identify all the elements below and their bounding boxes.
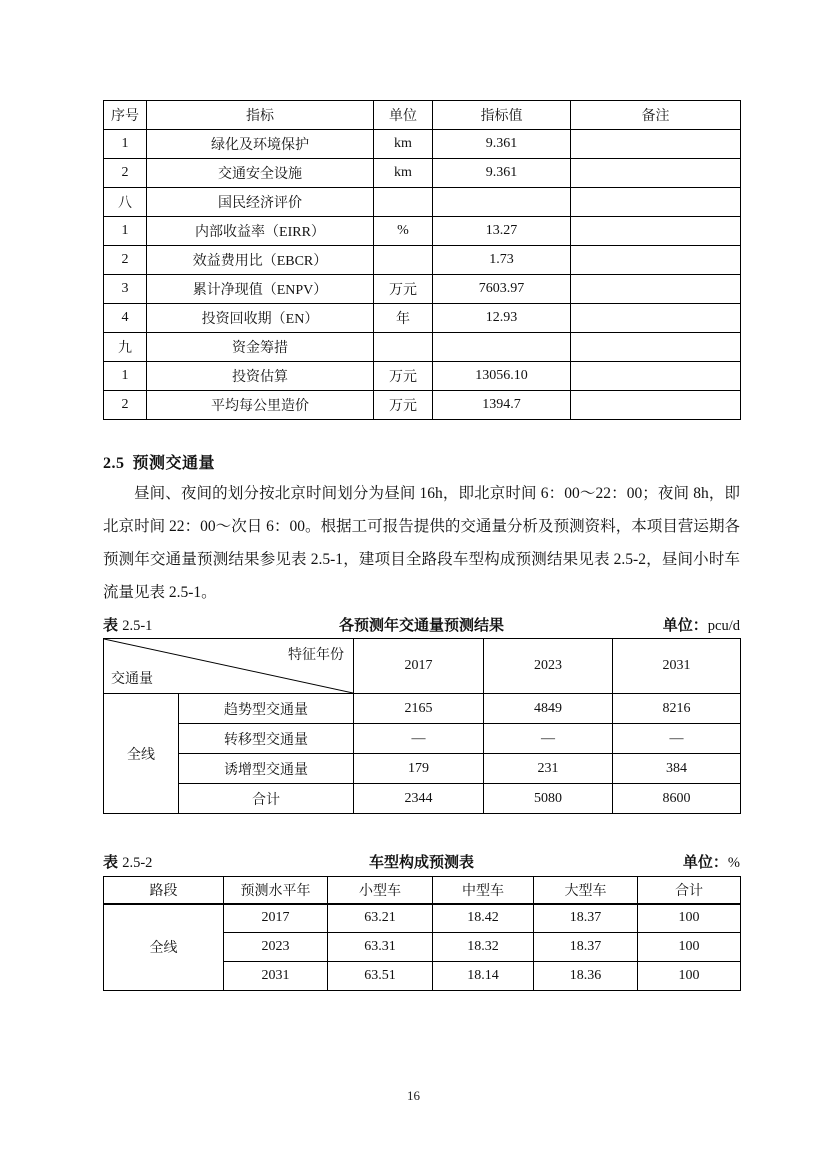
traffic-forecast-table [103,638,741,814]
table-cell: 231 [484,754,613,784]
column-header: 单位 [374,101,433,130]
table-cell [374,246,433,275]
table-cell [571,391,741,420]
table-cell: 5080 [484,784,613,814]
row-label: 合计 [179,784,354,814]
table-cell: 累计净现值（ENPV） [147,275,374,304]
table-cell: 年 [374,304,433,333]
page-number: 16 [407,1088,420,1103]
column-header: 序号 [104,101,147,130]
table-cell: 2031 [224,962,328,991]
table-cell [571,246,741,275]
table-cell: 179 [354,754,484,784]
table-cell: 18.36 [534,962,638,991]
table-row [104,159,741,188]
table-cell: 13.27 [433,217,571,246]
table-cell [571,159,741,188]
table-cell: 13056.10 [433,362,571,391]
table-cell: 63.31 [328,933,433,962]
table-cell [433,188,571,217]
table-cell: 100 [638,962,741,991]
year-header: 2017 [354,639,484,694]
table-cell: 63.51 [328,962,433,991]
table-cell: 1394.7 [433,391,571,420]
table-row [104,904,741,933]
table-cell: 平均每公里造价 [147,391,374,420]
table-cell: 2 [104,159,147,188]
column-header: 大型车 [534,877,638,904]
table-cell: km [374,130,433,159]
table-caption [103,850,740,872]
table-cell: 18.32 [433,933,534,962]
row-label: 诱增型交通量 [179,754,354,784]
table-cell: 2023 [224,933,328,962]
table-cell [433,333,571,362]
table-title: 车型构成预测表 [368,854,474,871]
diagonal-top-label: 特征年份 [288,648,344,663]
table-cell: 18.37 [534,904,638,933]
table-row [104,304,741,333]
table-cell: 1.73 [433,246,571,275]
column-header: 中型车 [433,877,534,904]
table-row [104,391,741,420]
table-cell: 1 [104,130,147,159]
table-cell [571,333,741,362]
column-header: 小型车 [328,877,433,904]
column-header: 路段 [104,877,224,904]
row-label: 转移型交通量 [179,724,354,754]
table-cell: 投资估算 [147,362,374,391]
table-cell [374,188,433,217]
table-cell: 4 [104,304,147,333]
table-cell: 1 [104,362,147,391]
table-row [104,754,741,784]
table-row [104,246,741,275]
table-cell: 2 [104,246,147,275]
table-label: 表 2.5-1 [103,617,153,634]
table-caption [103,613,740,635]
table-unit: 单位：pcu/d [662,617,740,634]
table-cell [571,217,741,246]
table-cell: 9.361 [433,159,571,188]
table-row [104,275,741,304]
table-cell: 效益费用比（EBCR） [147,246,374,275]
table-cell [571,188,741,217]
table-cell: 绿化及环境保护 [147,130,374,159]
table-row [104,188,741,217]
table-row [104,784,741,814]
section-number: 2.5 [103,455,125,472]
table-cell: 18.37 [534,933,638,962]
diagonal-bottom-label: 交通量 [111,672,153,687]
table-cell: 投资回收期（EN） [147,304,374,333]
year-header: 2023 [484,639,613,694]
table-cell: 18.14 [433,962,534,991]
column-header: 预测水平年 [224,877,328,904]
table-cell: 万元 [374,362,433,391]
table-cell: 12.93 [433,304,571,333]
table-header-row [104,877,741,904]
table-row [104,362,741,391]
table-cell: 2 [104,391,147,420]
table-cell: 100 [638,904,741,933]
body-paragraph: 昼间、夜间的划分按北京时间划分为昼间 16h，即北京时间 6：00～22：00；夜间 8h，即北京时间 22：00～次日 6：00。根据工可报告提供的交通量分析及预测资料，本项目营运期各预测年交通量预测结果参见表 2.5-1，建项目全路段车型构成预测结果见表 2.5-2，昼间小时车流量见表 2.5-1。 [103,485,740,601]
table-cell: 8600 [613,784,741,814]
year-header: 2031 [613,639,741,694]
table-cell: km [374,159,433,188]
group-cell: 全线 [104,904,224,991]
table-cell: — [484,724,613,754]
table-cell [571,304,741,333]
table-cell: 2165 [354,694,484,724]
column-header: 指标 [147,101,374,130]
table-cell [571,275,741,304]
column-header: 合计 [638,877,741,904]
page-content [103,100,740,991]
table-cell: 8216 [613,694,741,724]
table-cell: 万元 [374,391,433,420]
row-label: 趋势型交通量 [179,694,354,724]
table-cell: 18.42 [433,904,534,933]
table-cell: 63.21 [328,904,433,933]
table-cell: 7603.97 [433,275,571,304]
table-cell [374,333,433,362]
table-cell: 2344 [354,784,484,814]
section-heading [103,450,740,472]
column-header: 指标值 [433,101,571,130]
summary-table [103,100,741,420]
table-cell: 384 [613,754,741,784]
table-label: 表 2.5-2 [103,854,153,871]
table-unit: 单位：% [682,854,740,871]
table-cell: 九 [104,333,147,362]
table-cell: 1 [104,217,147,246]
table-cell: 4849 [484,694,613,724]
table-cell: 国民经济评价 [147,188,374,217]
table-header-row [104,101,741,130]
table-title: 各预测年交通量预测结果 [338,617,504,634]
table-header-row [104,639,741,694]
table-row [104,217,741,246]
table-cell: 2017 [224,904,328,933]
table-row [104,333,741,362]
table-cell: % [374,217,433,246]
table-cell [571,130,741,159]
table-cell: 万元 [374,275,433,304]
table-cell: 9.361 [433,130,571,159]
group-cell: 全线 [104,694,179,814]
section-title: 预测交通量 [132,455,216,472]
table-row [104,694,741,724]
table-cell: — [354,724,484,754]
table-row [104,130,741,159]
table-cell: 3 [104,275,147,304]
table-cell: 内部收益率（EIRR） [147,217,374,246]
column-header: 备注 [571,101,741,130]
table-cell: — [613,724,741,754]
vehicle-composition-table [103,876,741,991]
table-row [104,724,741,754]
table-cell: 100 [638,933,741,962]
table-cell: 八 [104,188,147,217]
table-cell: 交通安全设施 [147,159,374,188]
table-cell [571,362,741,391]
diagonal-header-cell [104,639,354,694]
table-cell: 资金筹措 [147,333,374,362]
